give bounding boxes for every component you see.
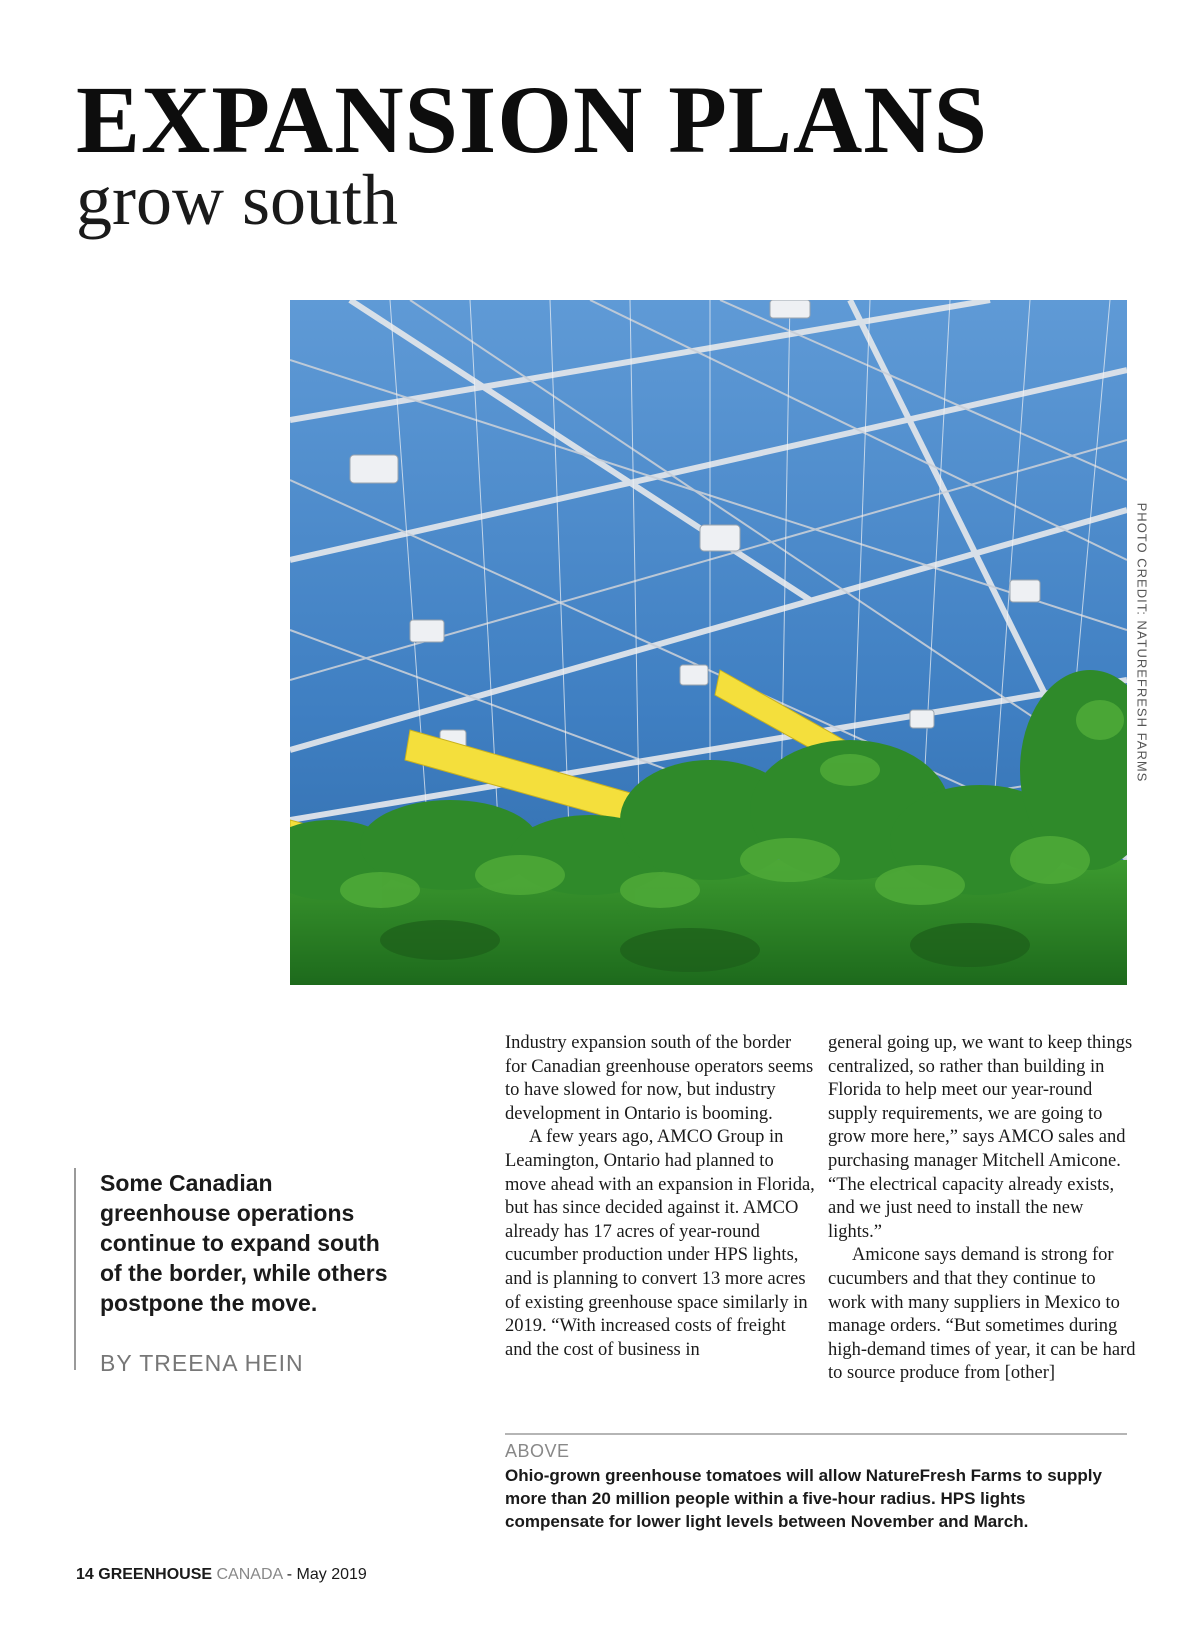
page-number: 14 [76, 1566, 94, 1583]
paragraph: general going up, we want to keep things centralized, so rather than building in Florida to help meet our year-round supply requirements, we are going to grow more here,” says AMCO sales and purchasing manager Mitchell Amicone. “The electrical capacity already exists, and we just need to install the new lights.” [828, 1033, 1133, 1242]
body-column-2 [828, 1032, 1138, 1386]
photo-credit-text: PHOTO CREDIT: NATUREFRESH FARMS [1134, 502, 1150, 783]
paragraph: A few years ago, AMCO Group in Leamington, Ontario had planned to move ahead with an expansion in Florida, but has since decided against it. AMCO already has 17 acres of year-round cucumber production under HPS lights, and is planning to convert 13 more acres of existing greenhouse space similarly in 2019. “With increased costs of freight and the cost of business in [505, 1127, 815, 1360]
issue-date: - May 2019 [286, 1566, 367, 1583]
deck-text: Some Canadian greenhouse operations continue to expand south of the border, while others postpone the move. [100, 1170, 388, 1316]
caption-label: ABOVE [505, 1441, 570, 1461]
page-footer [76, 1566, 367, 1584]
publication-suffix: CANADA [216, 1566, 283, 1583]
paragraph: Industry expansion south of the border for Canadian greenhouse operators seems to have slowed for now, but industry development in Ontario is booming. [505, 1033, 814, 1124]
body-column-1 [505, 1032, 815, 1362]
photo-credit [1127, 300, 1157, 985]
greenhouse-illustration [290, 300, 1127, 985]
subhead: grow south [76, 160, 398, 240]
headline: EXPANSION PLANS [76, 66, 988, 173]
caption-text: Ohio-grown greenhouse tomatoes will allow NatureFresh Farms to supply more than 20 million people within a five-hour radius. HPS lights compensate for lower light levels between November and March. [505, 1466, 1102, 1531]
publication-name: GREENHOUSE [98, 1566, 213, 1583]
byline: BY TREENA HEIN [100, 1350, 304, 1376]
paragraph: Amicone says demand is strong for cucumbers and that they continue to work with many suppliers in Mexico to manage orders. “But sometimes during high-demand times of year, it can be hard to source produce from [other] [828, 1245, 1136, 1384]
photo-caption [505, 1433, 1127, 1533]
greenhouse-photo [290, 300, 1127, 985]
deck [74, 1168, 404, 1376]
